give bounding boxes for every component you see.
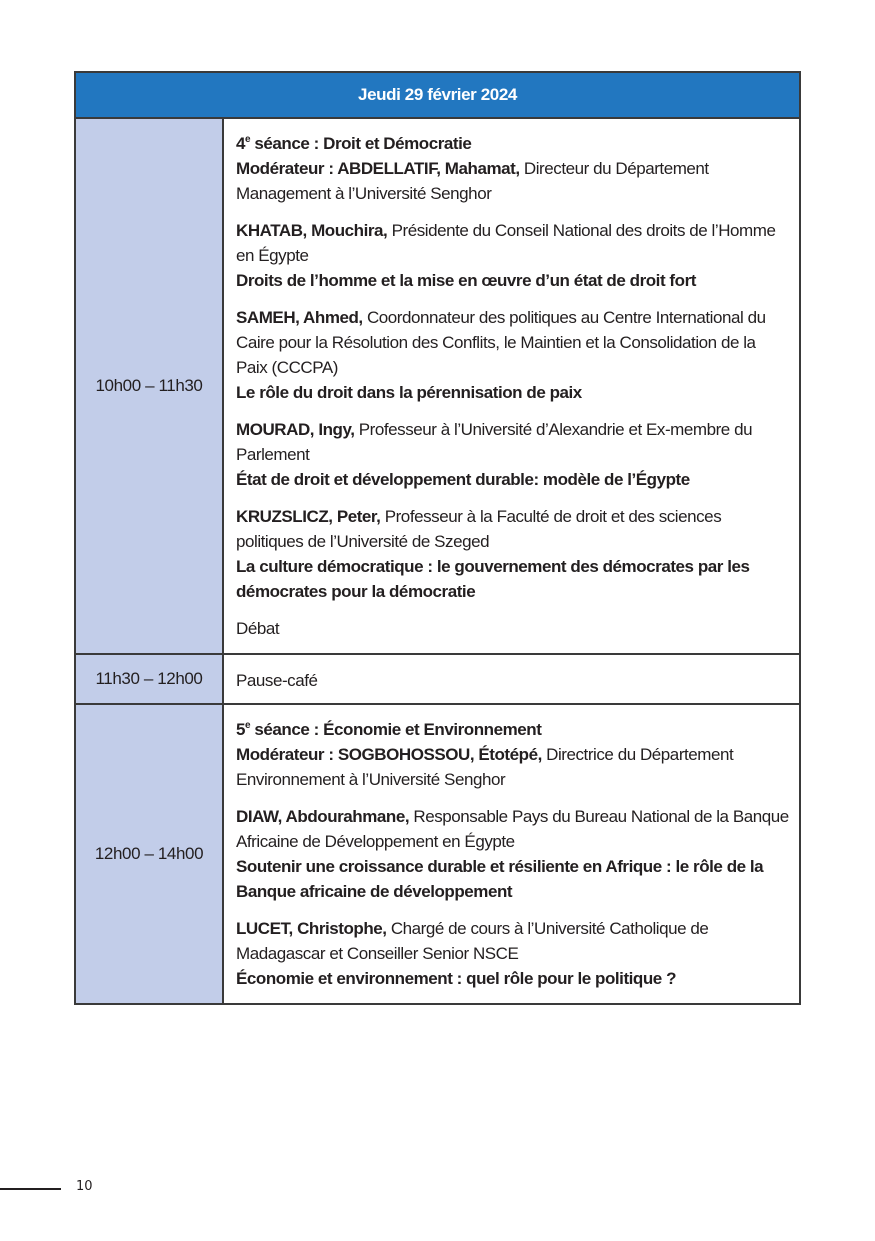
talk-title: Le rôle du droit dans la pérennisation de paix <box>236 383 582 402</box>
session-title: 5e séance : Économie et Environnement <box>236 720 542 739</box>
speaker-name: SAMEH, Ahmed, <box>236 308 363 327</box>
talk-title: Soutenir une croissance durable et résiliente en Afrique : le rôle de la Banque africaine de développement <box>236 857 764 901</box>
talk-title: La culture démocratique : le gouvernement des démocrates par les démocrates pour la démocratie <box>236 557 750 601</box>
talk-title: Droits de l’homme et la mise en œuvre d’un état de droit fort <box>236 271 696 290</box>
session-title: 4e séance : Droit et Démocratie <box>236 134 472 153</box>
debate-label: Débat <box>236 619 280 638</box>
moderator: Modérateur : ABDELLATIF, Mahamat, Directeur du Département Management à l’Université Senghor <box>236 159 709 203</box>
speaker-role: Professeur à la Faculté de droit et des sciences politiques de l’Université de Szeged <box>236 507 722 551</box>
speaker-name: DIAW, Abdourahmane, <box>236 807 410 826</box>
speaker-role: Présidente du Conseil National des droits de l’Homme en Égypte <box>236 221 776 265</box>
session-content <box>223 704 800 1004</box>
time-slot: 11h30 – 12h00 <box>75 654 223 704</box>
table-header-row <box>75 72 800 118</box>
table-row <box>75 118 800 654</box>
speaker-entry <box>236 218 789 293</box>
speaker-entry <box>236 305 789 405</box>
speaker-name: KHATAB, Mouchira, <box>236 221 388 240</box>
session-header <box>236 717 789 792</box>
page-number: 10 <box>76 1179 93 1194</box>
speaker-role: Chargé de cours à l’Université Catholique de Madagascar et Conseiller Senior NSCE <box>236 919 709 963</box>
footer-rule <box>0 1188 61 1190</box>
date-header: Jeudi 29 février 2024 <box>75 72 800 118</box>
speaker-entry <box>236 916 789 991</box>
speaker-name: LUCET, Christophe, <box>236 919 387 938</box>
talk-title: Économie et environnement : quel rôle pour le politique ? <box>236 969 677 988</box>
speaker-entry <box>236 504 789 604</box>
speaker-entry <box>236 417 789 492</box>
speaker-name: MOURAD, Ingy, <box>236 420 355 439</box>
speaker-role: Coordonnateur des politiques au Centre International du Caire pour la Résolution des Conflits, le Maintien et la Consolidation de la Paix (CCCPA) <box>236 308 766 377</box>
session-header <box>236 131 789 206</box>
speaker-name: KRUZSLICZ, Peter, <box>236 507 381 526</box>
time-slot: 10h00 – 11h30 <box>75 118 223 654</box>
speaker-role: Responsable Pays du Bureau National de la Banque Africaine de Développement en Égypte <box>236 807 789 851</box>
speaker-role: Professeur à l’Université d’Alexandrie et Ex-membre du Parlement <box>236 420 753 464</box>
speaker-entry <box>236 804 789 904</box>
table-row <box>75 654 800 704</box>
talk-title: État de droit et développement durable: modèle de l’Égypte <box>236 470 690 489</box>
table-row <box>75 704 800 1004</box>
moderator: Modérateur : SOGBOHOSSOU, Étotépé, Directrice du Département Environnement à l’Université Senghor <box>236 745 734 789</box>
session-content <box>223 118 800 654</box>
schedule-table <box>74 71 801 1005</box>
time-slot: 12h00 – 14h00 <box>75 704 223 1004</box>
break-label: Pause-café <box>223 654 800 704</box>
